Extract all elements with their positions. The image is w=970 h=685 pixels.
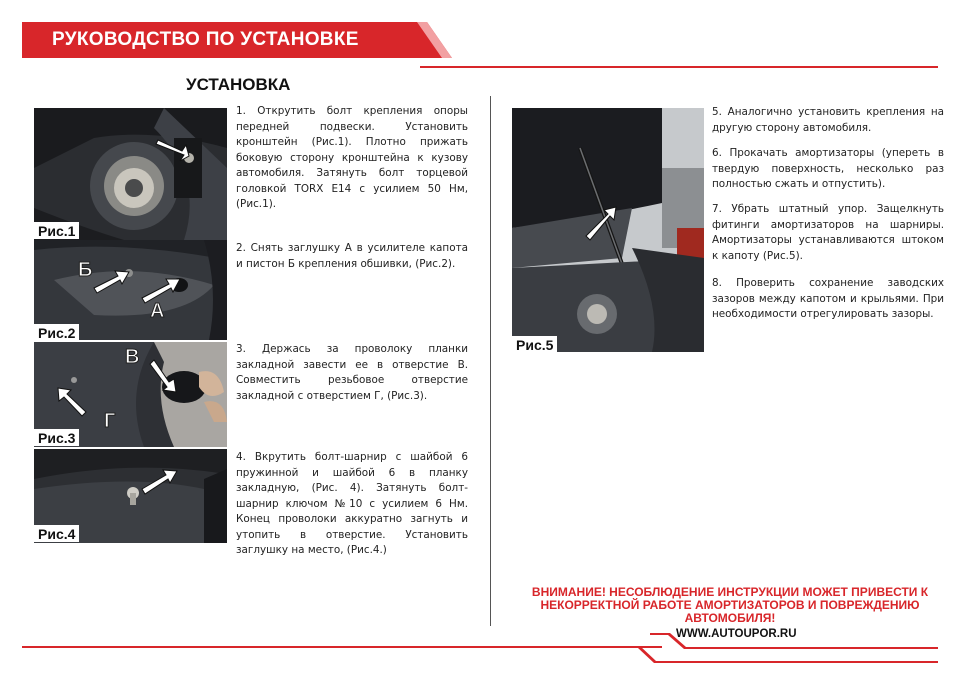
photo-fig4 xyxy=(34,449,227,543)
photo-fig2 xyxy=(34,240,227,340)
warning-text: ВНИМАНИЕ! НЕСОБЛЮДЕНИЕ ИНСТРУКЦИИ МОЖЕТ ПРИВЕСТИ К НЕКОРРЕКТНОЙ РАБОТЕ АМОРТИЗАТОРОВ И ПОВРЕЖДЕНИЮ АВТОМОБИЛЯ! xyxy=(531,585,929,625)
footer-accent-shape xyxy=(620,633,940,663)
step-7-text: 7. Убрать штатный упор. Защелкнуть фитинги амортизаторов на шарниры. Амортизаторы устанавливаются штоком к капоту (Рис.5). xyxy=(712,203,944,262)
step-8-text: 8. Проверить сохранение заводских зазоров между капотом и крыльями. При необходимости отрегулировать зазоры. xyxy=(712,277,944,320)
fig5-label: Рис.5 xyxy=(512,336,557,352)
step-3-text: 3. Держась за проволоку планки закладной завести ее в отверстие В. Совместить резьбовое отверстие закладной с отверстием Г, (Рис.3). xyxy=(236,343,468,402)
fig2-letter-a: А xyxy=(150,300,165,322)
step-5-text: 5. Аналогично установить крепления на другую сторону автомобиля. xyxy=(712,106,944,134)
header-banner xyxy=(22,22,452,58)
fig3-letter-g: Г xyxy=(104,410,116,432)
step-2-text: 2. Снять заглушку А в усилителе капота и пистон Б крепления обшивки, (Рис.2). xyxy=(236,242,468,270)
fig1-label: Рис.1 xyxy=(34,222,79,239)
photo-fig5 xyxy=(512,108,704,352)
fig3-letter-v: В xyxy=(125,346,140,368)
header-rule xyxy=(420,66,938,68)
fig3-label: Рис.3 xyxy=(34,429,79,446)
step-1-text: 1. Открутить болт крепления опоры передней подвески. Установить кронштейн (Рис.1). Плотно прижать боковую сторону кронштейна к кузову автомобиля. Затянуть болт торцевой головкой TORX E14 с усилием 50 Нм, (Рис.1). xyxy=(236,105,468,210)
fig4-label: Рис.4 xyxy=(34,525,79,542)
column-divider xyxy=(490,96,491,626)
step-6-text: 6. Прокачать амортизаторы (упереть в твердую поверхность, несколько раз полностью сжать и отпустить). xyxy=(712,147,944,190)
website-link[interactable]: WWW.AUTOUPOR.RU xyxy=(676,628,797,640)
fig2-label: Рис.2 xyxy=(34,324,79,340)
photo-fig1 xyxy=(34,108,227,240)
footer-rule xyxy=(22,646,662,648)
photo-fig3 xyxy=(34,342,227,447)
header-title: РУКОВОДСТВО ПО УСТАНОВКЕ xyxy=(52,29,359,50)
fig2-letter-b: Б xyxy=(78,259,93,281)
section-title: УСТАНОВКА xyxy=(186,75,291,94)
step-4-text: 4. Вкрутить болт-шарнир с шайбой 6 пружинной и шайбой 6 в планку закладную, (Рис. 4). Затянуть болт-шарнир ключом №10 с усилием 6 Нм. Конец проволоки аккуратно загнуть и утопить в отверстие. Установить заглушку на место, (Рис.4.) xyxy=(236,451,468,556)
